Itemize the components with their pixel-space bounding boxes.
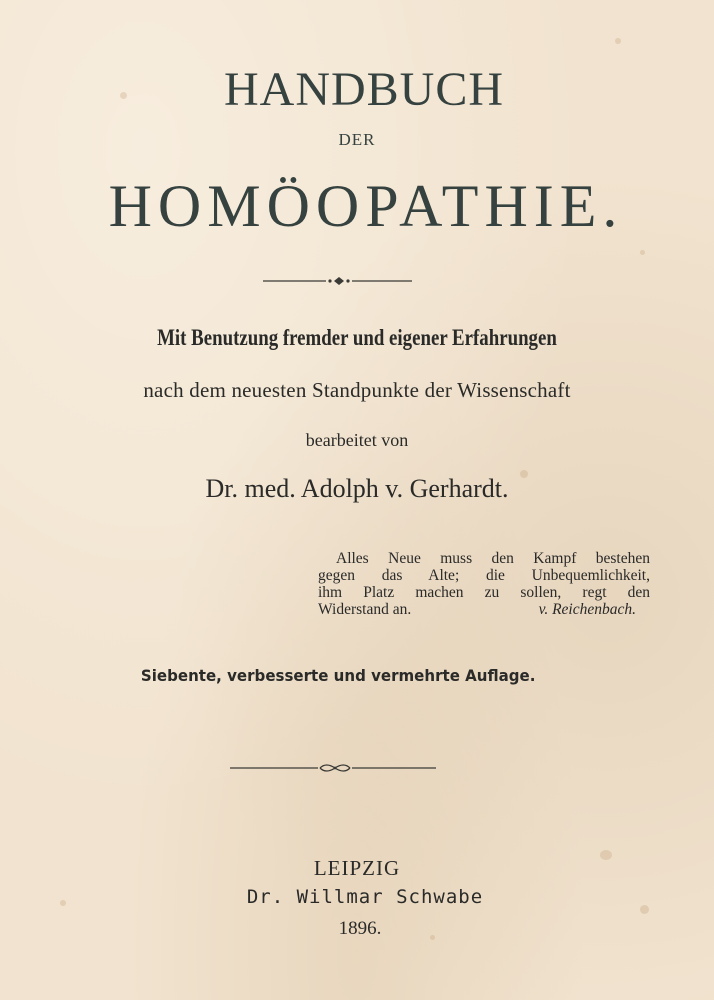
imprint-publisher: Dr. Willmar Schwabe xyxy=(246,886,484,908)
epigraph-line: Alles Neue muss den Kampf bestehen xyxy=(336,550,650,567)
foxing-spot xyxy=(615,38,621,44)
top-ornament-divider xyxy=(0,274,714,288)
edition-statement: Siebente, verbesserte und vermehrte Auflage. xyxy=(140,666,536,685)
epigraph-line: Widerstand an. xyxy=(318,601,412,618)
subtitle-line-2: nach dem neuesten Standpunkte der Wissenschaft xyxy=(143,378,571,402)
foxing-spot xyxy=(640,250,645,255)
title-line-1: HANDBUCH xyxy=(223,63,504,116)
epigraph-attribution: v. Reichenbach. xyxy=(538,601,636,618)
subtitle-line-1: Mit Benutzung fremder und eigener Erfahrungen xyxy=(157,325,557,350)
title-line-3: HOMÖOPATHIE. xyxy=(108,173,624,239)
author-name: Dr. med. Adolph v. Gerhardt. xyxy=(205,474,509,503)
imprint-city: LEIPZIG xyxy=(313,856,401,880)
epigraph-line: gegen das Alte; die Unbequemlichkeit, xyxy=(318,567,650,584)
epigraph-line: ihm Platz machen zu sollen, regt den xyxy=(318,584,650,601)
imprint-year: 1896. xyxy=(338,918,382,939)
epigraph-last-line xyxy=(318,601,650,618)
byline: bearbeitet von xyxy=(305,430,409,450)
title-line-2: DER xyxy=(338,130,376,149)
epigraph-quote xyxy=(318,550,650,618)
bottom-ornament-divider xyxy=(0,760,714,776)
